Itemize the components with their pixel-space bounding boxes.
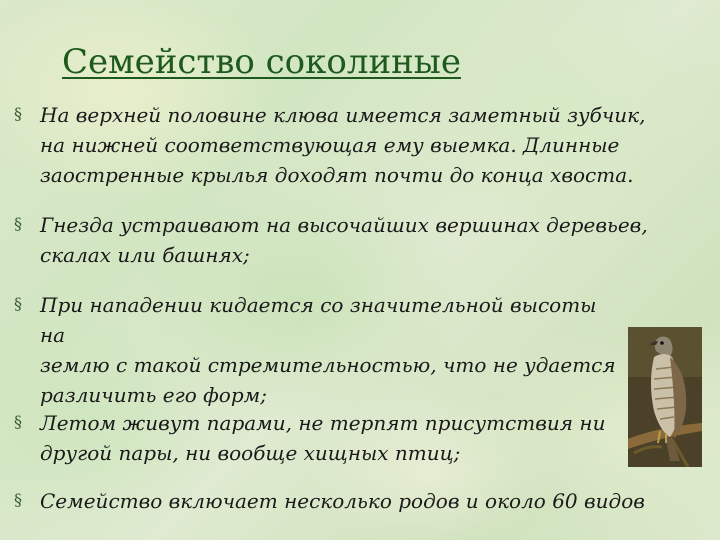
falcon-photo [628, 327, 702, 467]
bullet-marker-icon: § [14, 490, 22, 509]
bullet-marker-icon: § [14, 104, 22, 123]
slide-title: Семейство соколиные [62, 42, 461, 82]
bullet-text: На верхней половине клюва имеется заметный зубчик, на нижней соответствующая ему выемка. Длинные заостренные крылья доходят почти до конца хвоста. [40, 103, 646, 187]
bullet-marker-icon: § [14, 412, 22, 431]
bullet-text: Летом живут парами, не терпят присутствия ни другой пары, ни вообще хищных птиц; [40, 411, 606, 465]
bullet-text: Гнезда устраивают на высочайших вершинах деревьев, скалах или башнях; [40, 213, 648, 267]
bullet-text: Семейство включает несколько родов и около 60 видов [40, 489, 645, 513]
falcon-icon [628, 327, 702, 467]
bullet-text: При нападении кидается со значительной высоты на землю с такой стремительностью, что не удается различить его форм; [40, 293, 616, 407]
bullet-marker-icon: § [14, 214, 22, 233]
bullet-marker-icon: § [14, 294, 22, 313]
